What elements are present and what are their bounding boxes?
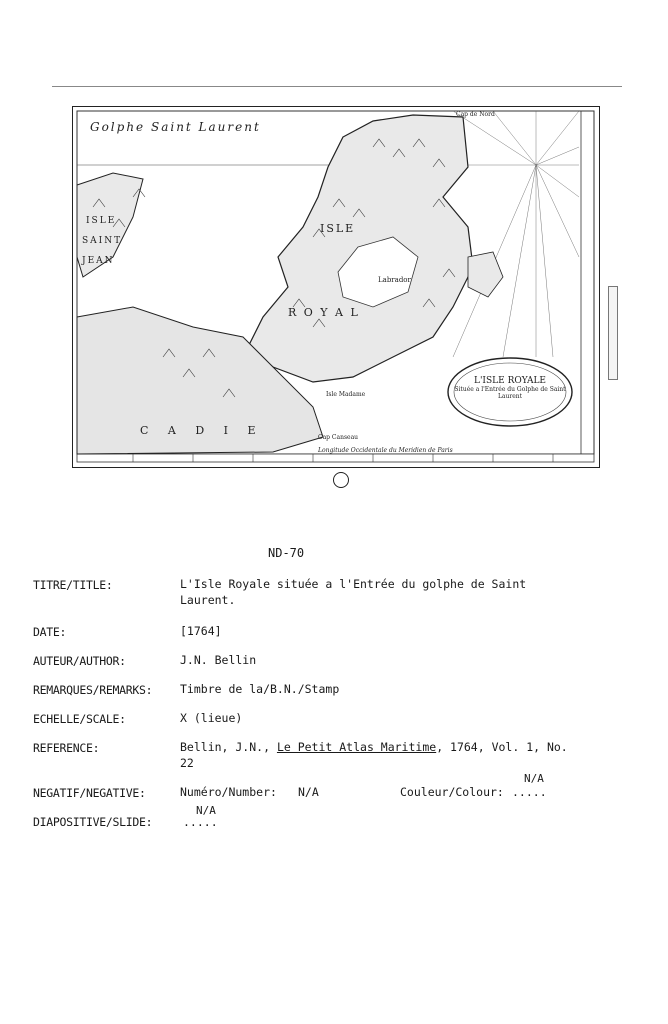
map-cartouche	[450, 362, 570, 432]
map-label-longitude: Longitude Occidentale du Meridien de Paris	[318, 447, 453, 454]
map-title: Golphe Saint Laurent	[90, 120, 261, 134]
negative-number-label: Numéro/Number:	[180, 785, 277, 799]
author-value: J.N. Bellin	[180, 653, 257, 667]
scale-bar-strip	[608, 286, 618, 380]
reference-value	[180, 739, 570, 771]
slide-value: N/A	[196, 804, 216, 817]
title-label: TITRE/TITLE:	[33, 578, 113, 592]
map-label-cadie: C A D I E	[140, 424, 264, 437]
top-rule	[52, 86, 622, 87]
colour-label: Couleur/Colour:	[400, 785, 504, 799]
map-label-isle: ISLE	[320, 222, 356, 235]
reference-details: , 1764, Vol. 1, No. 22	[180, 740, 568, 770]
negative-label: NEGATIF/NEGATIVE:	[33, 786, 146, 800]
slide-label: DIAPOSITIVE/SLIDE:	[33, 815, 153, 829]
map-label-royal: R O Y A L	[288, 306, 360, 319]
scale-value: X (lieue)	[180, 711, 243, 725]
negative-number-value: N/A	[298, 785, 319, 799]
date-value: [1764]	[180, 624, 222, 638]
remarks-label: REMARQUES/REMARKS:	[33, 683, 153, 697]
map-label-cap-nord: Cap de Nord	[456, 111, 495, 118]
remarks-value: Timbre de la/B.N./Stamp	[180, 682, 340, 696]
date-label: DATE:	[33, 625, 67, 639]
map-label-cap-canseau: Cap Canseau	[318, 434, 359, 441]
colour-dots: .....	[512, 785, 547, 799]
reference-label: REFERENCE:	[33, 741, 100, 755]
colour-value: N/A	[524, 772, 544, 785]
author-label: AUTEUR/AUTHOR:	[33, 654, 126, 668]
slide-dots: .....	[183, 815, 218, 829]
map-label-isle-saint-jean-3: JEAN	[82, 256, 115, 266]
cartouche-title: L'ISLE ROYALE	[473, 376, 547, 386]
map-label-labrador: Labrador	[378, 276, 411, 284]
reference-author: Bellin, J.N.,	[180, 740, 277, 754]
map-label-isle-saint-jean-2: SAINT	[82, 236, 123, 246]
cartouche-subtitle: Située a l'Entrée du Golphe de Saint Laurent	[454, 386, 566, 400]
document-id: ND-70	[268, 546, 305, 560]
scale-label: ECHELLE/SCALE:	[33, 712, 126, 726]
reference-atlas-title: Le Petit Atlas Maritime	[276, 740, 437, 754]
map-label-isle-madame: Isle Madame	[326, 391, 366, 398]
library-stamp	[333, 472, 349, 488]
title-value: L'Isle Royale située a l'Entrée du golphe de Saint Laurent.	[180, 577, 527, 607]
map-label-isle-saint-jean-1: ISLE	[86, 216, 117, 226]
